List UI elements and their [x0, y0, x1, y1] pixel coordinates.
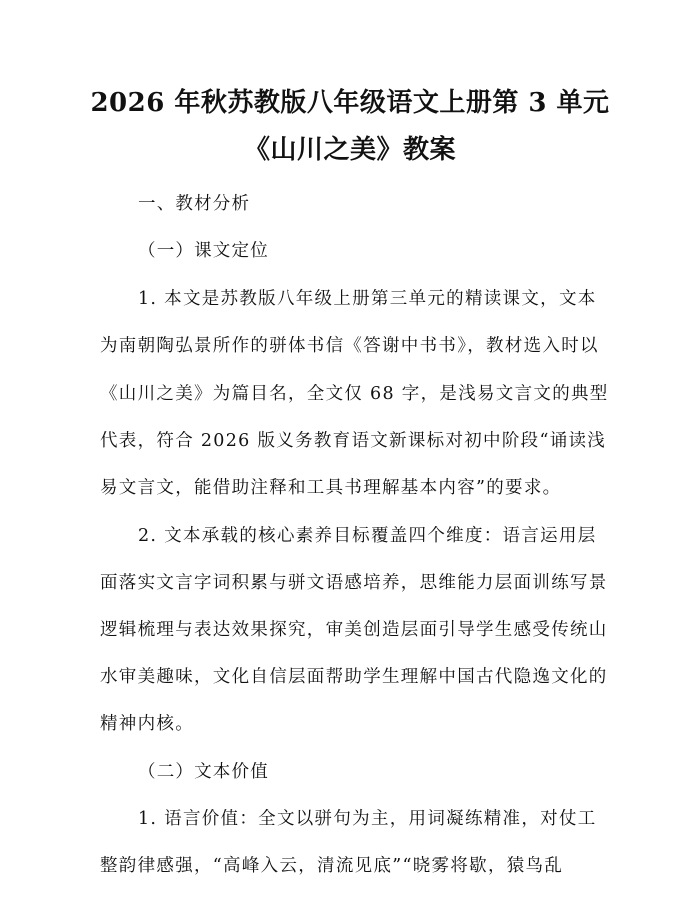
- paragraph-line: 1. 语言价值：全文以骈句为主，用词凝练精准，对仗工: [138, 809, 597, 829]
- paragraph-line: 逻辑梳理与表达效果探究，审美创造层面引导学生感受传统山: [100, 620, 608, 640]
- section-heading-teaching-material-analysis: 一、教材分析: [138, 194, 251, 214]
- paragraph-line: 代表，符合 2026 版义务教育语文新课标对初中阶段“诵读浅: [100, 431, 607, 451]
- paragraph-line: 2. 文本承载的核心素养目标覆盖四个维度：语言运用层: [138, 526, 597, 546]
- paragraph-line: 易文言文，能借助注释和工具书理解基本内容”的要求。: [100, 478, 562, 498]
- subsection-heading-text-positioning: （一）课文定位: [138, 241, 269, 261]
- paragraph-line: 面落实文言字词积累与骈文语感培养，思维能力层面训练写景: [100, 573, 608, 593]
- paragraph-line: 《山川之美》为篇目名，全文仅 68 字，是浅易文言文的典型: [100, 384, 609, 404]
- document-title-line-2: 《山川之美》教案: [243, 135, 456, 165]
- subsection-heading-text-value: （二）文本价值: [138, 762, 269, 782]
- paragraph-line: 整韵律感强，“高峰入云，清流见底”“晓雾将歇，猿鸟乱: [100, 856, 564, 876]
- paragraph-line: 水审美趣味，文化自信层面帮助学生理解中国古代隐逸文化的: [100, 667, 608, 687]
- paragraph-line: 1. 本文是苏教版八年级上册第三单元的精读课文，文本: [138, 289, 597, 309]
- paragraph-line: 为南朝陶弘景所作的骈体书信《答谢中书书》，教材选入时以: [100, 336, 599, 356]
- paragraph-line: 精神内核。: [100, 714, 194, 734]
- document-title-line-1: 2026 年秋苏教版八年级语文上册第 3 单元: [90, 88, 610, 118]
